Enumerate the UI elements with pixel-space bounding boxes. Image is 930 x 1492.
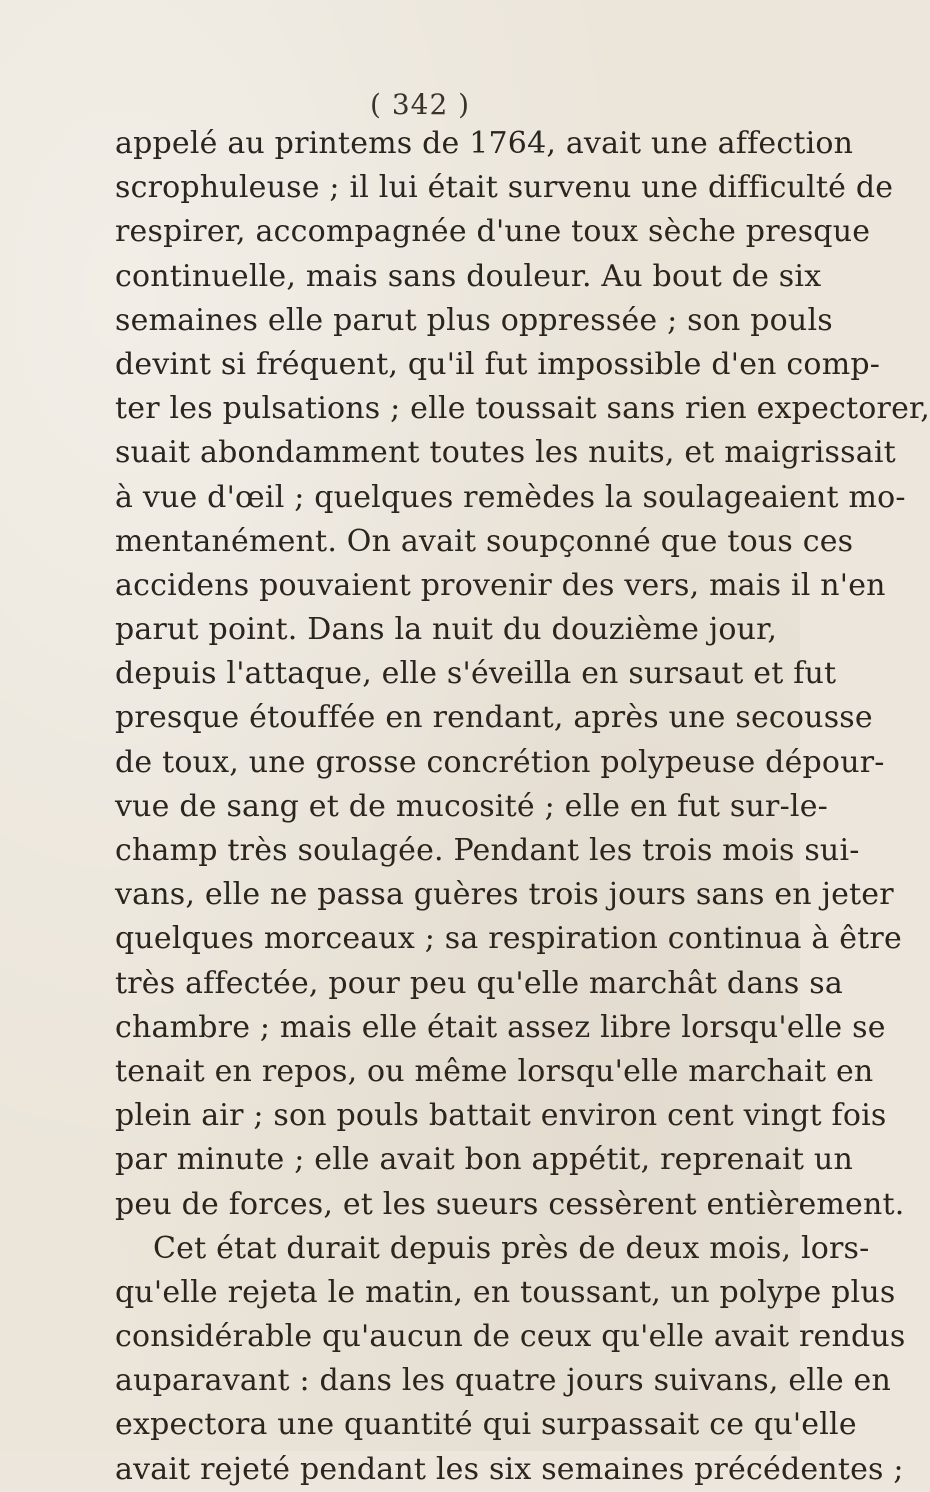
text-line: mentanément. On avait soupçonné que tous ces [115, 523, 854, 559]
text-line: parut point. Dans la nuit du douzième jour, [115, 612, 778, 648]
text-line: peu de forces, et les sueurs cessèrent entièrement. [115, 1186, 905, 1222]
text-line: auparavant : dans les quatre jours suivans, elle en [115, 1363, 892, 1399]
text-line: par minute ; elle avait bon appétit, reprenait un [115, 1142, 853, 1178]
text-line: avait rejeté pendant les six semaines précédentes ; [115, 1451, 904, 1487]
page-number: ( 342 ) [370, 88, 471, 121]
text-line: vue de sang et de mucosité ; elle en fut sur-le- [115, 788, 828, 824]
text-line: qu'elle rejeta le matin, en toussant, un polype plus [115, 1274, 896, 1310]
text-line: à vue d'œil ; quelques remèdes la soulageaient mo- [115, 479, 906, 515]
text-line: respirer, accompagnée d'une toux sèche presque [115, 214, 871, 250]
text-line: considérable qu'aucun de ceux qu'elle avait rendus [115, 1319, 906, 1355]
body-text [115, 122, 930, 1492]
text-line: champ très soulagée. Pendant les trois mois sui- [115, 833, 860, 868]
text-line: suait abondamment toutes les nuits, et maigrissait [115, 435, 896, 471]
text-line: vans, elle ne passa guères trois jours sans en jeter [115, 877, 894, 913]
text-line: plein air ; son pouls battait environ cent vingt fois [115, 1098, 887, 1134]
text-line: devint si fréquent, qu'il fut impossible d'en comp- [115, 346, 881, 382]
text-line: tenait en repos, ou même lorsqu'elle marchait en [115, 1053, 874, 1089]
text-line: ter les pulsations ; elle toussait sans rien expectorer, [115, 391, 930, 427]
text-line: expectora une quantité qui surpassait ce qu'elle [115, 1407, 857, 1443]
text-line: depuis l'attaque, elle s'éveilla en sursaut et fut [115, 656, 837, 692]
text-line: semaines elle parut plus oppressée ; son pouls [115, 302, 833, 338]
text-line: accidens pouvaient provenir des vers, mais il n'en [115, 567, 886, 603]
text-line: presque étouffée en rendant, après une secousse [115, 700, 873, 736]
text-line: très affectée, pour peu qu'elle marchât dans sa [115, 965, 843, 1001]
text-line: scrophuleuse ; il lui était survenu une difficulté de [115, 170, 894, 206]
text-line: continuelle, mais sans douleur. Au bout de six [115, 258, 822, 294]
text-line: de toux, une grosse concrétion polypeuse dépour- [115, 744, 885, 780]
text-line: chambre ; mais elle était assez libre lorsqu'elle se [115, 1009, 886, 1045]
text-line: Cet état durait depuis près de deux mois, lors- [153, 1230, 870, 1266]
text-line: quelques morceaux ; sa respiration continua à être [115, 921, 902, 957]
text-line: appelé au printems de 1764, avait une affection [115, 126, 854, 161]
